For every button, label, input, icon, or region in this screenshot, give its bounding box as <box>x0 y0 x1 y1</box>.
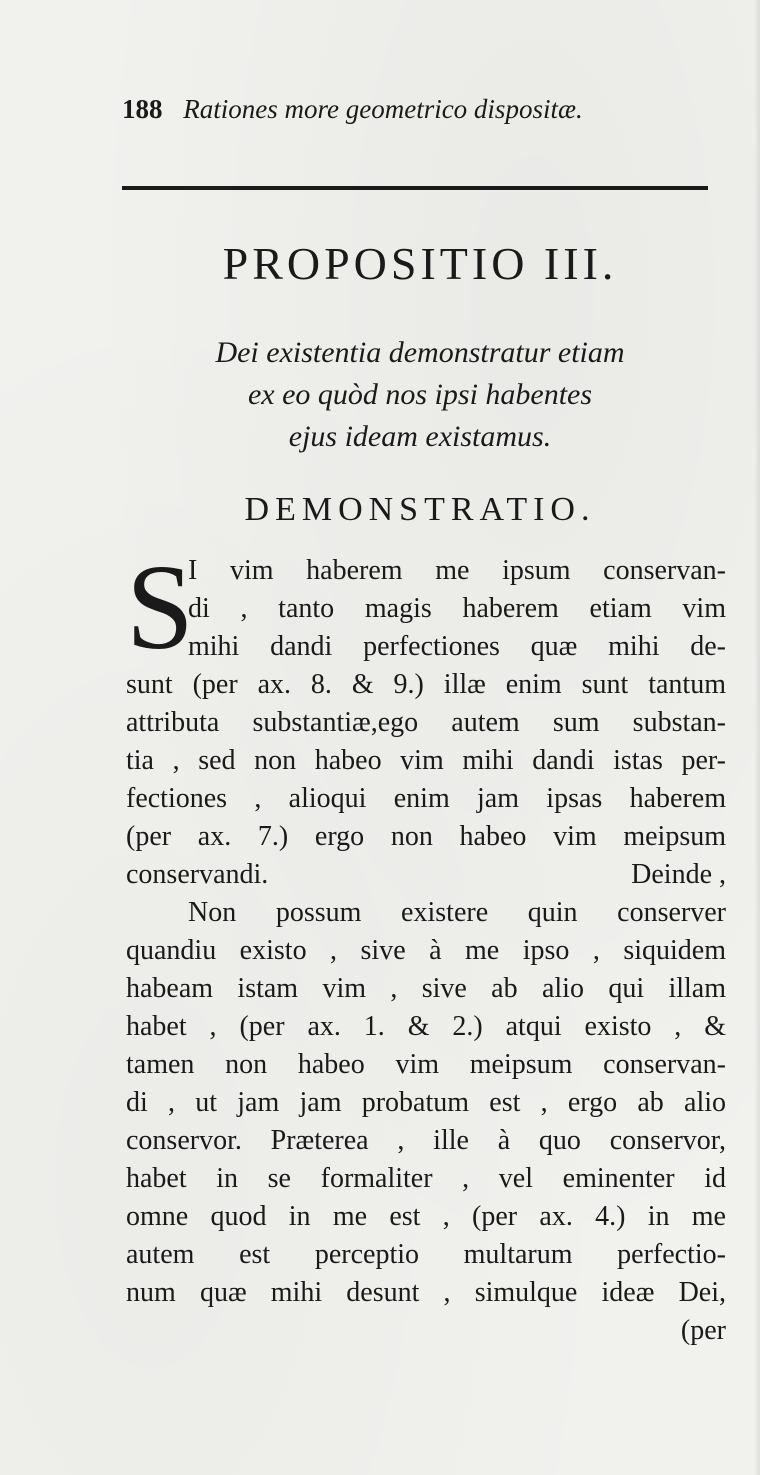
proposition-subtitle <box>120 332 720 458</box>
subtitle-line: ex eo quòd nos ipsi habentes <box>247 378 593 411</box>
text-line: num quæ mihi desunt , simulque ideæ Dei, <box>126 1277 726 1308</box>
drop-cap: S <box>126 540 194 675</box>
section-title: DEMONSTRATIO. <box>244 491 596 528</box>
text-line: di , tanto magis haberem etiam vim <box>188 593 726 624</box>
header-rule <box>122 186 708 190</box>
text-line: mihi dandi perfectiones quæ mihi de- <box>188 631 726 662</box>
scan-edge-shadow <box>754 0 760 1475</box>
text-line: tia , sed non habeo vim mihi dandi istas per- <box>126 745 726 776</box>
split-right: Deinde , <box>631 859 726 890</box>
text-line: habet , (per ax. 1. & 2.) atqui existo , & <box>126 1011 726 1042</box>
body-text <box>126 552 726 1350</box>
text-line: attributa substantiæ,ego autem sum substan- <box>126 707 726 738</box>
catchword: (per <box>680 1315 726 1346</box>
text-line: I vim haberem me ipsum conservan- <box>188 555 726 586</box>
text-line: sunt (per ax. 8. & 9.) illæ enim sunt tantum <box>126 669 726 700</box>
text-line: quandiu existo , sive à me ipso , siquidem <box>126 935 726 966</box>
text-line: habeam istam vim , sive ab alio qui illam <box>126 973 726 1004</box>
text-line: fectiones , alioqui enim jam ipsas haberem <box>126 783 726 814</box>
text-line-split <box>126 856 726 894</box>
page-number: 188 <box>122 94 163 124</box>
text-line: conservor. Præterea , ille à quo conservor, <box>126 1125 726 1156</box>
running-head-title: Rationes more geometrico dispositæ. <box>183 94 583 124</box>
text-line: di , ut jam jam probatum est , ergo ab alio <box>126 1087 726 1118</box>
split-left: conservandi. <box>126 859 269 890</box>
text-line: Non possum existere quin conserver <box>188 897 726 928</box>
subtitle-line: ejus ideam existamus. <box>288 420 552 453</box>
text-line: omne quod in me est , (per ax. 4.) in me <box>126 1201 726 1232</box>
text-line: tamen non habeo vim meipsum conservan- <box>126 1049 726 1080</box>
proposition-title: PROPOSITIO III. <box>222 238 618 289</box>
text-line: habet in se formaliter , vel eminenter id <box>126 1163 726 1194</box>
text-line: (per ax. 7.) ergo non habeo vim meipsum <box>126 821 726 852</box>
running-head <box>122 93 712 125</box>
text-line: autem est perceptio multarum perfectio- <box>126 1239 726 1270</box>
subtitle-line: Dei existentia demonstratur etiam <box>215 336 625 369</box>
